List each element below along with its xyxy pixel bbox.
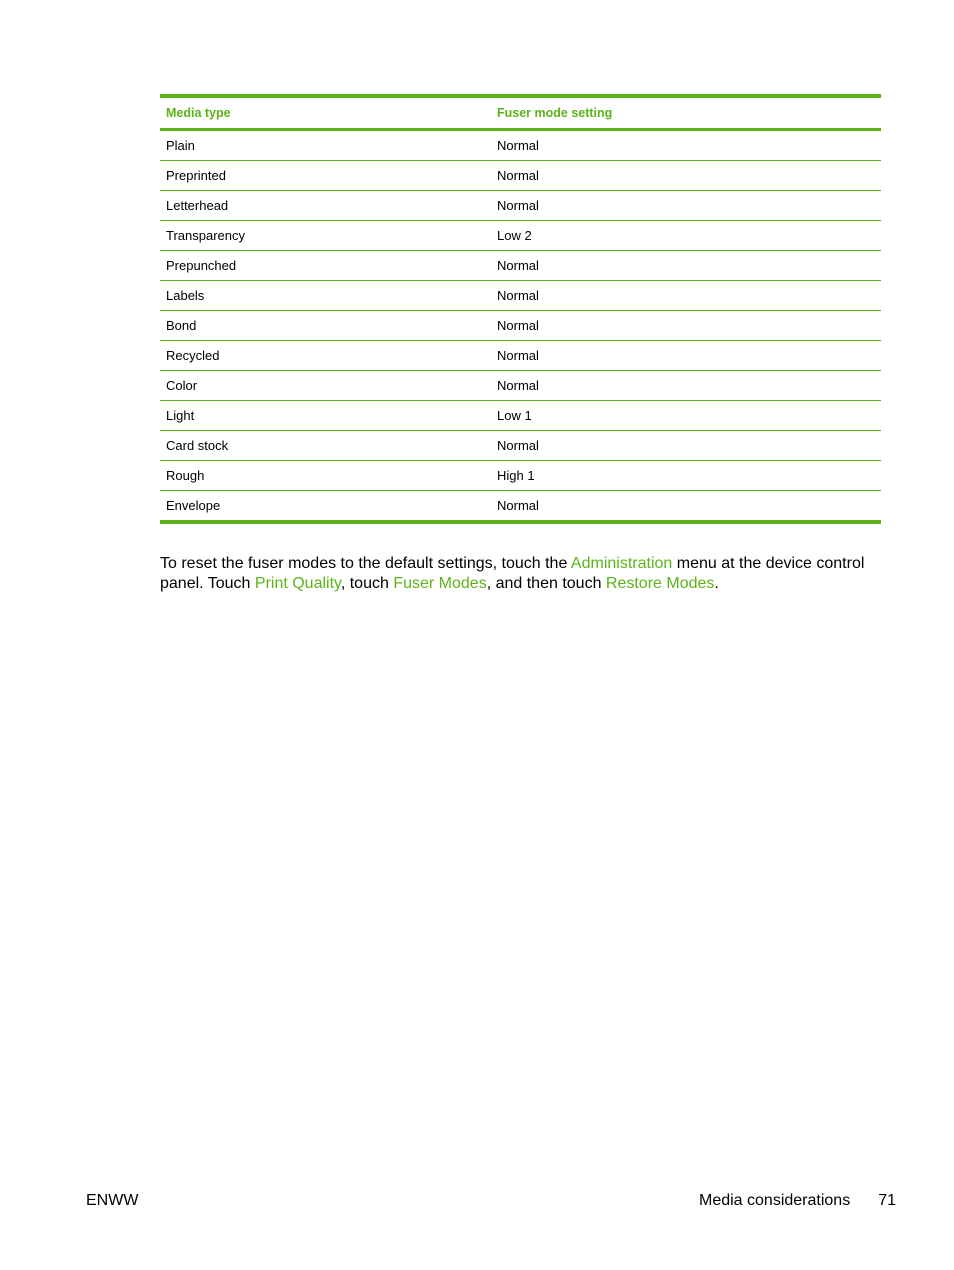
instructions-text: To reset the fuser modes to the default settings, touch the (160, 555, 571, 572)
fuser-mode-cell: Normal (491, 281, 881, 311)
fuser-mode-cell: Normal (491, 371, 881, 401)
reset-instructions-paragraph (160, 554, 890, 593)
media-type-cell: Plain (160, 130, 491, 161)
media-type-cell: Recycled (160, 341, 491, 371)
media-type-cell: Rough (160, 461, 491, 491)
media-type-cell: Card stock (160, 431, 491, 461)
table-row (160, 431, 881, 461)
footer-section-and-page (699, 1192, 896, 1210)
table-header-row (160, 96, 881, 130)
footer-page-number: 71 (878, 1192, 896, 1209)
administration-menu-reference: Administration (570, 555, 673, 572)
media-type-cell: Labels (160, 281, 491, 311)
fuser-mode-cell: Low 1 (491, 401, 881, 431)
table-row (160, 251, 881, 281)
fuser-mode-cell: Normal (491, 161, 881, 191)
fuser-mode-cell: Normal (491, 251, 881, 281)
restore-modes-reference: Restore Modes (605, 574, 715, 592)
table-row (160, 341, 881, 371)
instructions-text: . (714, 574, 719, 592)
media-type-cell: Bond (160, 311, 491, 341)
fuser-mode-cell: Normal (491, 431, 881, 461)
print-quality-reference: Print Quality (254, 574, 341, 592)
media-type-cell: Transparency (160, 221, 491, 251)
table-row (160, 191, 881, 221)
fuser-modes-reference: Fuser Modes (393, 574, 487, 592)
header-media-type: Media type (160, 96, 491, 130)
fuser-mode-cell: Normal (491, 191, 881, 221)
fuser-mode-cell: Normal (491, 341, 881, 371)
table-row (160, 130, 881, 161)
table-row (160, 281, 881, 311)
media-type-cell: Color (160, 371, 491, 401)
table-row (160, 401, 881, 431)
media-type-cell: Preprinted (160, 161, 491, 191)
fuser-mode-cell: Low 2 (491, 221, 881, 251)
table-row (160, 161, 881, 191)
table-row (160, 311, 881, 341)
fuser-mode-cell: Normal (491, 130, 881, 161)
table-row (160, 461, 881, 491)
media-type-cell: Envelope (166, 498, 221, 513)
instructions-text: , touch (340, 574, 394, 592)
fuser-mode-cell: Normal (491, 311, 881, 341)
fuser-mode-table (160, 94, 881, 524)
media-type-cell: Letterhead (160, 191, 491, 221)
footer-section-title: Media considerations (699, 1192, 851, 1209)
fuser-mode-table-container (160, 94, 881, 524)
header-fuser-mode-setting: Fuser mode setting (491, 96, 881, 130)
media-type-cell: Light (160, 401, 491, 431)
footer-document-code: ENWW (86, 1192, 139, 1209)
table-row (160, 221, 881, 251)
media-type-cell: Prepunched (160, 251, 491, 281)
table-row (160, 371, 881, 401)
table-row (160, 491, 881, 523)
instructions-text: , and then touch (486, 574, 606, 592)
instructions-text: menu at the device control panel. Touch (160, 555, 865, 592)
fuser-mode-cell: High 1 (491, 461, 881, 491)
fuser-mode-cell: Normal (497, 498, 539, 513)
